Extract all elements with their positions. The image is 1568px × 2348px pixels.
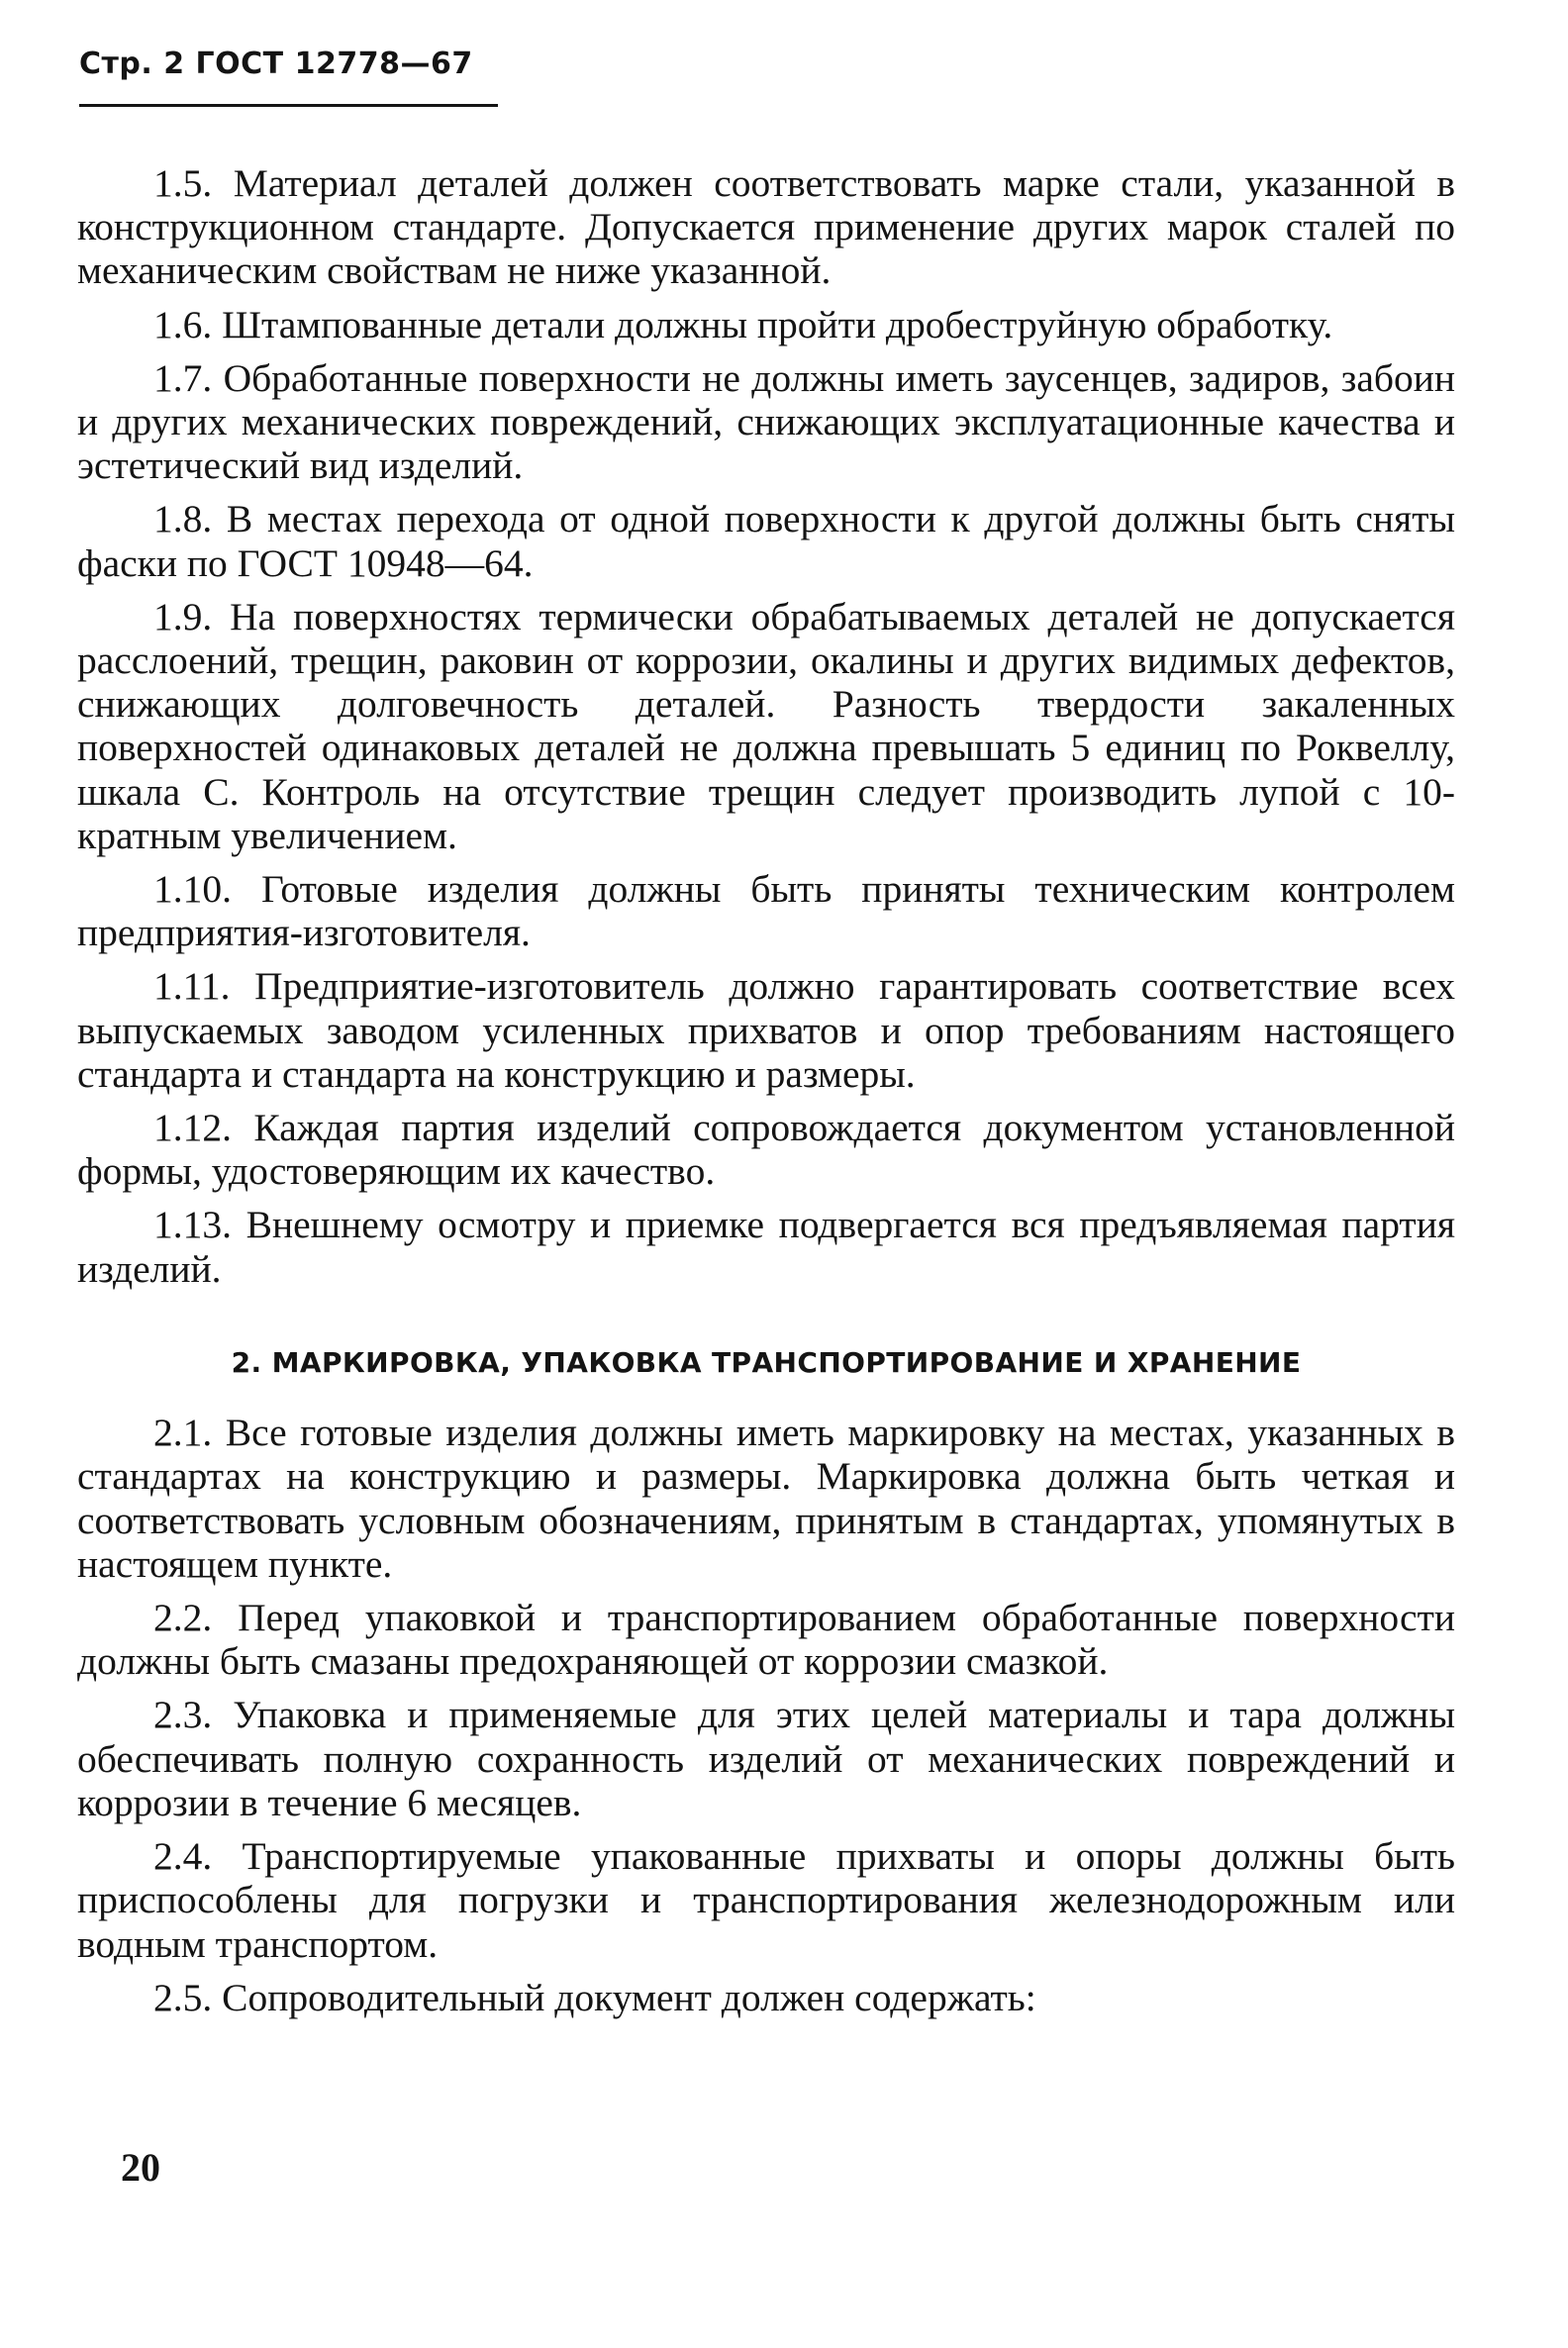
paragraph-1-7: 1.7. Обработанные поверхности не должны иметь заусенцев, задиров, забоин и других механических повреждений, снижающих эксплуатационные качества и эстетический вид изделий. <box>77 355 1455 488</box>
paragraph-1-8: 1.8. В местах перехода от одной поверхности к другой должны быть сняты фаски по ГОСТ 10948—64. <box>77 497 1455 585</box>
paragraph-1-11: 1.11. Предприятие-изготовитель должно гарантировать соответствие всех выпускаемых заводом усиленных прихватов и опор требованиям настоящего стандарта и стандарта на конструкцию и размеры. <box>77 964 1455 1096</box>
paragraph-1-10: 1.10. Готовые изделия должны быть приняты техническим контролем предприятия-изготовителя. <box>77 867 1455 955</box>
section-2-heading: 2. МАРКИРОВКА, УПАКОВКА ТРАНСПОРТИРОВАНИЕ И ХРАНЕНИЕ <box>231 1345 1302 1379</box>
paragraph-1-13: 1.13. Внешнему осмотру и приемке подвергается вся предъявляемая партия изделий. <box>77 1203 1455 1291</box>
paragraph-2-5: 2.5. Сопроводительный документ должен содержать: <box>153 1975 1036 2019</box>
paragraph-2-1: 2.1. Все готовые изделия должны иметь маркировку на местах, указанных в стандартах на конструкцию и размеры. Маркировка должна быть четкая и соответствовать условным обозначениям, принятым в стандартах, упомянутых в настоящем пункте. <box>77 1411 1455 1586</box>
paragraph-2-2: 2.2. Перед упаковкой и транспортированием обработанные поверхности должны быть смазаны предохраняющей от коррозии смазкой. <box>77 1596 1455 1684</box>
paragraph-2-4: 2.4. Транспортируемые упакованные прихваты и опоры должны быть приспособлены для погрузки и транспортирования железнодорожным или водным транспортом. <box>77 1834 1455 1966</box>
paragraph-1-6: 1.6. Штампованные детали должны пройти дробеструйную обработку. <box>153 302 1333 346</box>
paragraph-1-9: 1.9. На поверхностях термически обрабатываемых деталей не допускается расслоений, трещин, раковин от коррозии, окалины и других видимых дефектов, снижающих долговечность деталей. Разность твердости закаленных поверхностей одинаковых деталей не должна превышать 5 единиц по Роквеллу, шкала С. Контроль на отсутствие трещин следует производить лупой с 10-кратным увеличением. <box>77 594 1455 857</box>
paragraph-1-12: 1.12. Каждая партия изделий сопровождается документом установленной формы, удостоверяющим их качество. <box>77 1106 1455 1194</box>
document-body <box>77 161 1455 2029</box>
page-number: 20 <box>121 2145 160 2190</box>
page-header: Стр. 2 ГОСТ 12778—67 <box>79 47 473 81</box>
paragraph-2-3: 2.3. Упаковка и применяемые для этих целей материалы и тара должны обеспечивать полную сохранность изделий от механических повреждений и коррозии в течение 6 месяцев. <box>77 1693 1455 1824</box>
header-rule <box>79 104 498 107</box>
paragraph-1-5: 1.5. Материал деталей должен соответствовать марке стали, указанной в конструкционном стандарте. Допускается применение других марок сталей по механическим свойствам не ниже указанной. <box>77 161 1455 293</box>
